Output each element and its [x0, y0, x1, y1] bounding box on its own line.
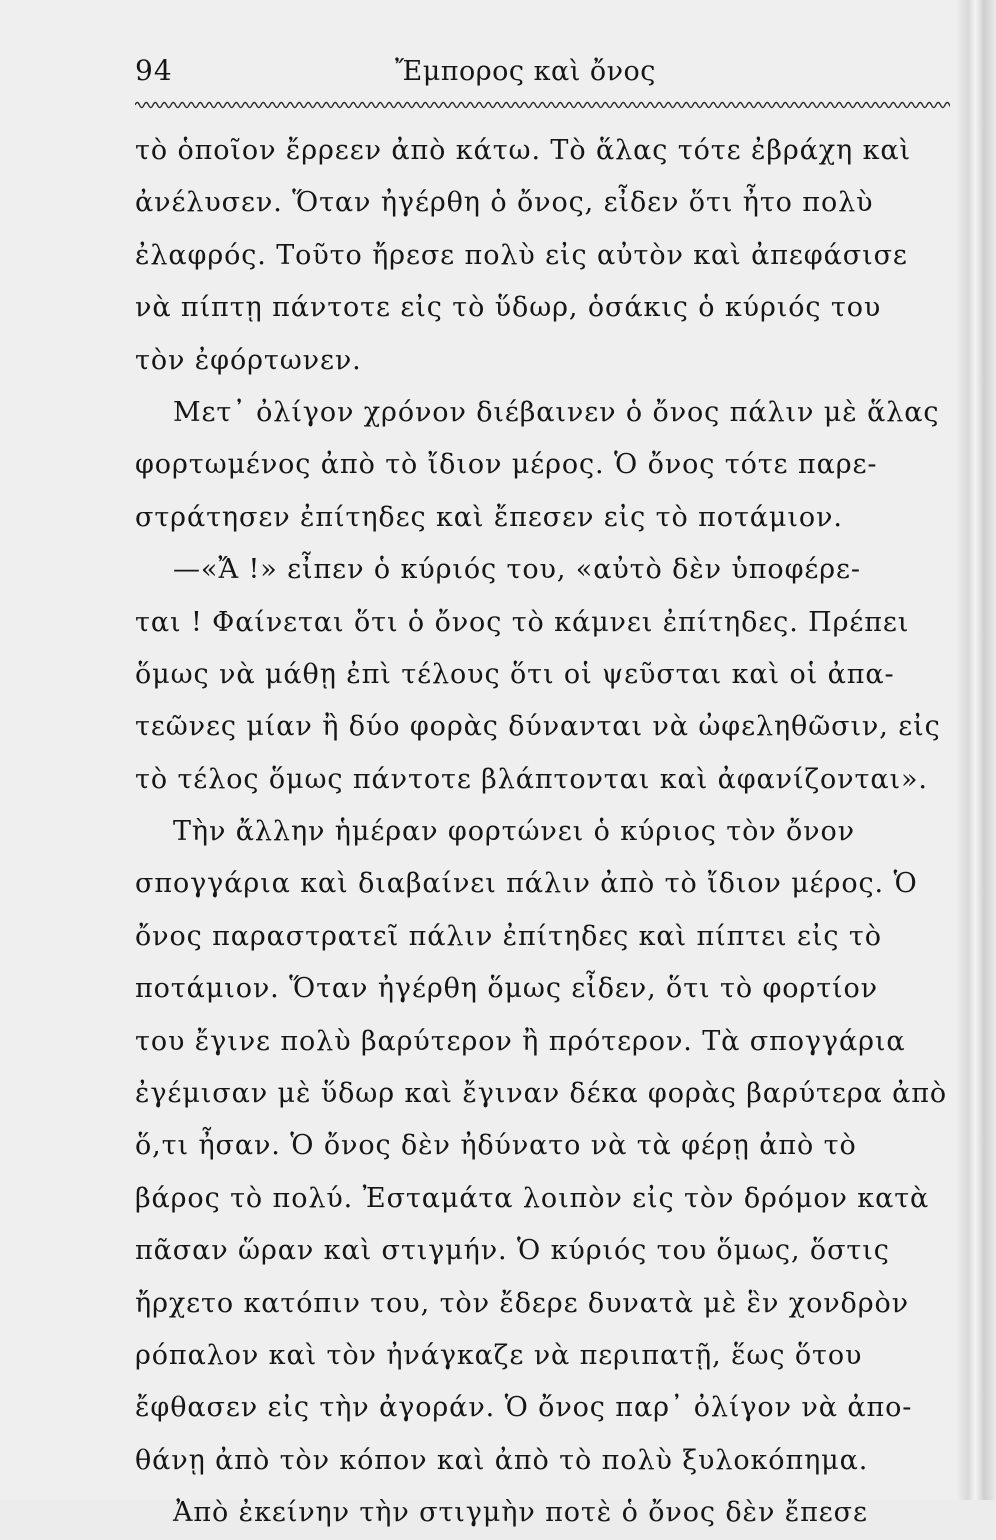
text-line-4: νὰ πίπτῃ πάντοτε εἰς τὸ ὕδωρ, ὁσάκις ὁ κύριός του: [135, 292, 882, 324]
text-line-20: ὅ,τι ἦσαν. Ὁ ὄνος δὲν ἠδύνατο νὰ τὰ φέρῃ ἀπὸ τὸ: [135, 1130, 857, 1162]
body-text: [135, 125, 975, 1540]
text-line-25: ἔφθασεν εἰς τὴν ἀγοράν. Ὁ ὄνος παρ᾿ ὀλίγον νὰ ἀπο-: [135, 1392, 913, 1424]
text-line-23: ἤρχετο κατόπιν του, τὸν ἔδερε δυνατὰ μὲ ἓν χονδρὸν: [135, 1287, 909, 1319]
text-line-14: Τὴν ἄλλην ἡμέραν φορτώνει ὁ κύριος τὸν ὄνον: [173, 816, 855, 848]
page-number: 94: [135, 54, 173, 87]
text-line-16: ὄνος παραστρατεῖ πάλιν ἐπίτηδες καὶ πίπτει εἰς τὸ: [135, 920, 882, 952]
text-line-11: ὅμως νὰ μάθῃ ἐπὶ τέλους ὅτι οἱ ψεῦσται καὶ οἱ ἀπα-: [135, 658, 895, 690]
text-line-9: —«Ἄ !» εἶπεν ὁ κύριός του, «αὐτὸ δὲν ὑποφέρε-: [173, 554, 861, 586]
page-header: [135, 54, 950, 98]
text-line-5: τὸν ἐφόρτωνεν.: [135, 344, 362, 376]
text-line-24: ρόπαλον καὶ τὸν ἠνάγκαζε νὰ περιπατῇ, ἕως ὅτου: [135, 1339, 863, 1371]
text-line-12: τεῶνες μίαν ἢ δύο φορὰς δύνανται νὰ ὠφεληθῶσιν, εἰς: [135, 711, 941, 743]
text-line-17: ποτάμιον. Ὅταν ἠγέρθη ὅμως εἶδεν, ὅτι τὸ φορτίον: [135, 973, 878, 1005]
text-line-26: θάνῃ ἀπὸ τὸν κόπον καὶ ἀπὸ τὸ πολὺ ξυλοκόπημα.: [135, 1444, 869, 1476]
text-line-13: τὸ τέλος ὅμως πάντοτε βλάπτονται καὶ ἀφανίζονται».: [135, 763, 928, 795]
text-line-27: Ἀπὸ ἐκείνην τὴν στιγμὴν ποτὲ ὁ ὄνος δὲν ἔπεσε: [173, 1497, 868, 1529]
text-line-18: του ἔγινε πολὺ βαρύτερον ἢ πρότερον. Τὰ σπογγάρια: [135, 1025, 906, 1057]
text-line-7: φορτωμένος ἀπὸ τὸ ἴδιον μέρος. Ὁ ὄνος τότε παρε-: [135, 449, 878, 481]
text-line-6: Μετ᾿ ὀλίγον χρόνον διέβαινεν ὁ ὄνος πάλιν μὲ ἅλας: [173, 396, 940, 428]
text-line-1: τὸ ὁποῖον ἔρρεεν ἀπὸ κάτω. Τὸ ἅλας τότε ἐβράχη καὶ: [135, 135, 911, 166]
text-line-10: ται ! Φαίνεται ὅτι ὁ ὄνος τὸ κάμνει ἐπίτηδες. Πρέπει: [135, 606, 910, 638]
text-line-21: βάρος τὸ πολύ. Ἐσταμάτα λοιπὸν εἰς τὸν δρόμον κατὰ: [135, 1182, 930, 1214]
text-line-22: πᾶσαν ὥραν καὶ στιγμήν. Ὁ κύριός του ὅμως, ὅστις: [135, 1235, 890, 1267]
text-line-8: στράτησεν ἐπίτηδες καὶ ἔπεσεν εἰς τὸ ποτάμιον.: [135, 501, 843, 533]
text-line-3: ἐλαφρός. Τοῦτο ἤρεσε πολὺ εἰς αὐτὸν καὶ ἀπεφάσισε: [135, 239, 908, 271]
text-line-15: σπογγάρια καὶ διαβαίνει πάλιν ἀπὸ τὸ ἴδιον μέρος. Ὁ: [135, 868, 918, 900]
running-title: Ἔμπορος καὶ ὄνος: [395, 56, 656, 87]
wavy-divider-rule: [135, 98, 950, 112]
text-line-19: ἐγέμισαν μὲ ὕδωρ καὶ ἔγιναν δέκα φορὰς βαρύτερα ἀπὸ: [135, 1078, 948, 1110]
text-line-2: ἀνέλυσεν. Ὅταν ἠγέρθη ὁ ὄνος, εἶδεν ὅτι ἦτο πολὺ: [135, 187, 874, 219]
